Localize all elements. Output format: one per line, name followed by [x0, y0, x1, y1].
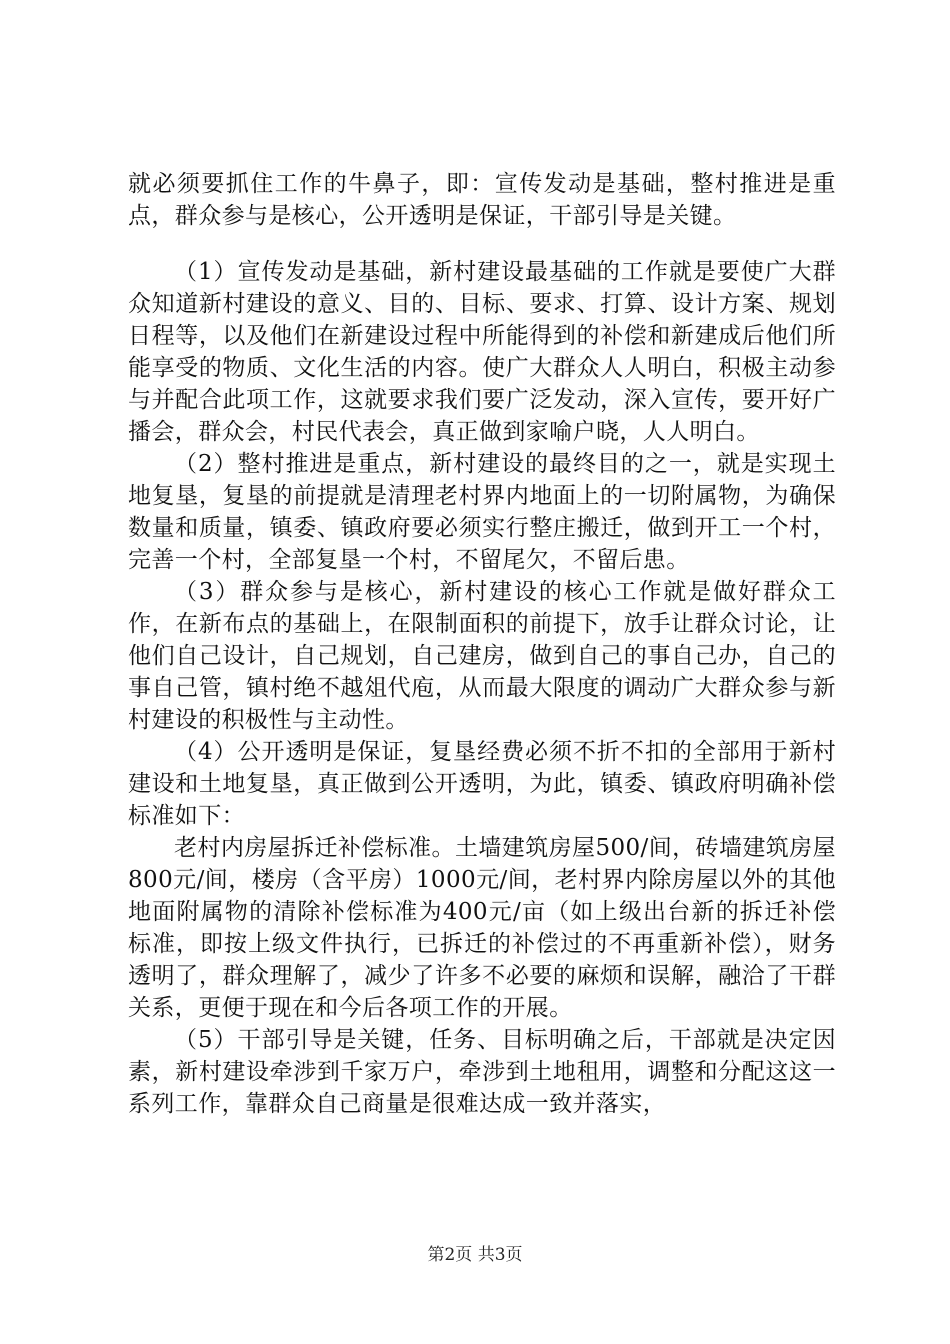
page-number: 第2页 共3页 [427, 1245, 523, 1265]
document-body [128, 168, 836, 1120]
paragraph-compensation: 老村内房屋拆迁补偿标准。土墙建筑房屋500/间，砖墙建筑房屋800元/间，楼房（含平房）1000元/间，老村界内除房屋以外的其他地面附属物的清除补偿标准为400元/亩（如上级出台新的拆迁补偿标准，即按上级文件执行，已拆迁的补偿过的不再重新补偿），财务透明了，群众理解了，减少了许多不必要的麻烦和误解，融洽了干群关系，更便于现在和今后各项工作的开展。 [128, 835, 836, 1021]
paragraph-point-5: （5）干部引导是关键，任务、目标明确之后，干部就是决定因素，新村建设牵涉到千家万户，牵涉到土地租用，调整和分配这这一系列工作，靠群众自己商量是很难达成一致并落实， [128, 1027, 836, 1117]
paragraph-point-3: （3）群众参与是核心，新村建设的核心工作就是做好群众工作，在新布点的基础上，在限制面积的前提下，放手让群众讨论，让他们自己设计，自己规划，自己建房，做到自己的事自己办，自己的事自己管，镇村绝不越俎代庖，从而最大限度的调动广大群众参与新村建设的积极性与主动性。 [128, 579, 836, 733]
paragraph-point-1: （1）宣传发动是基础，新村建设最基础的工作就是要使广大群众知道新村建设的意义、目的、目标、要求、打算、设计方案、规划日程等，以及他们在新建设过程中所能得到的补偿和新建成后他们所能享受的物质、文化生活的内容。使广大群众人人明白，积极主动参与并配合此项工作，这就要求我们要广泛发动，深入宣传，要开好广播会，群众会，村民代表会，真正做到家喻户晓，人人明白。 [128, 259, 836, 445]
paragraph-point-2: （2）整村推进是重点，新村建设的最终目的之一，就是实现土地复垦，复垦的前提就是清理老村界内地面上的一切附属物，为确保数量和质量，镇委、镇政府要必须实行整庄搬迁，做到开工一个村，完善一个村，全部复垦一个村，不留尾欠，不留后患。 [128, 451, 836, 573]
paragraph-intro: 就必须要抓住工作的牛鼻子，即：宣传发动是基础，整村推进是重点，群众参与是核心，公开透明是保证，干部引导是关键。 [128, 171, 836, 229]
paragraph-point-4: （4）公开透明是保证，复垦经费必须不折不扣的全部用于新村建设和土地复垦，真正做到公开透明，为此，镇委、镇政府明确补偿标准如下： [128, 739, 836, 829]
